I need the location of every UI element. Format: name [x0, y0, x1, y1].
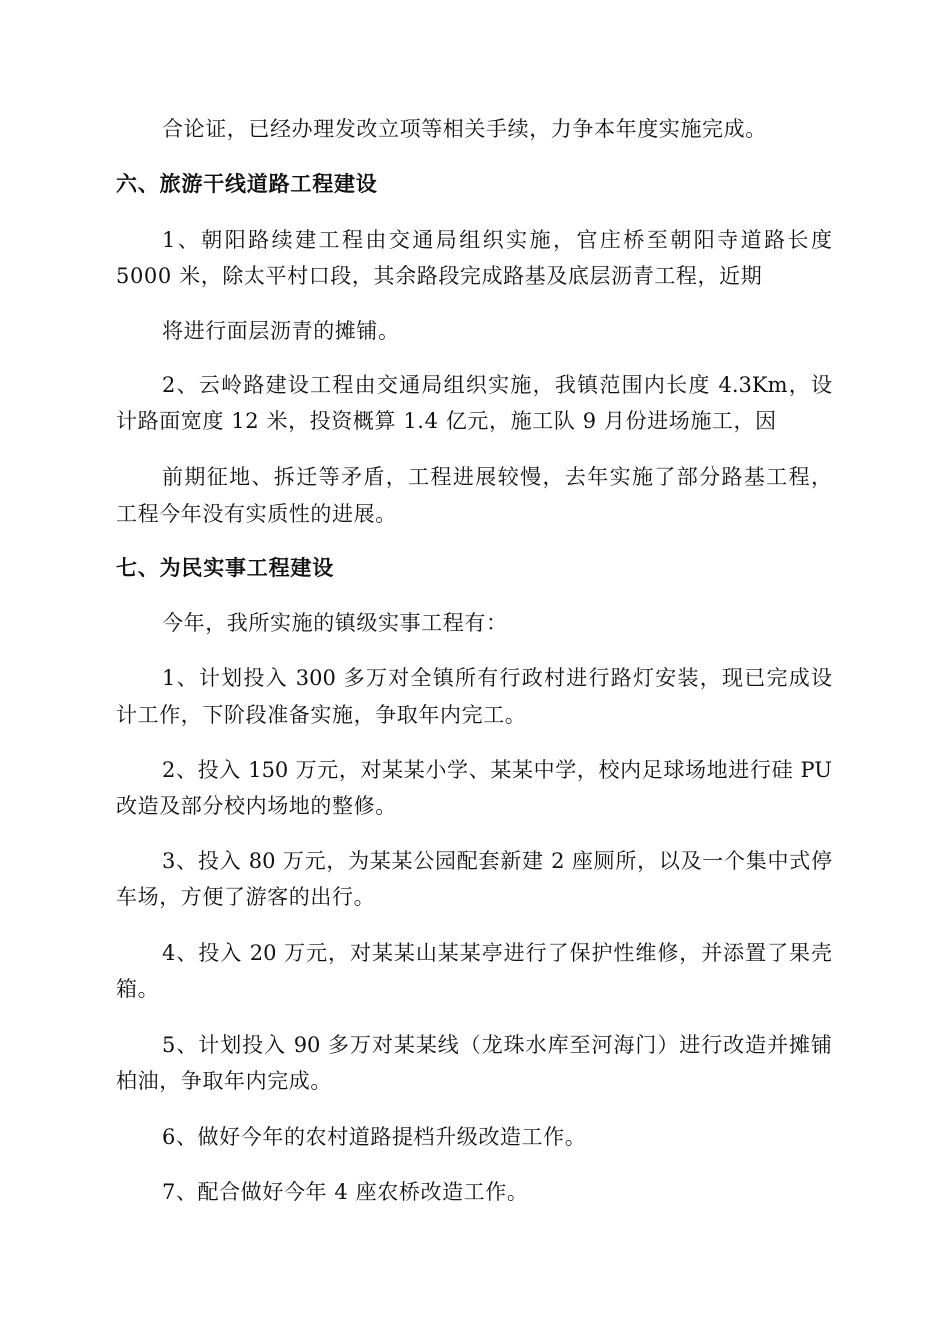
paragraph-line: 将进行面层沥青的摊铺。	[162, 319, 400, 343]
paragraph-line: 柏油，争取年内完成。	[116, 1069, 332, 1093]
paragraph-line: 工程今年没有实质性的进展。	[116, 502, 397, 526]
paragraph-line: 车场，方便了游客的出行。	[116, 885, 376, 909]
paragraph-line: 箱。	[116, 977, 160, 1001]
paragraph-line: 合论证，已经办理发改立项等相关手续，力争本年度实施完成。	[162, 117, 767, 141]
paragraph-line: 2、云岭路建设工程由交通局组织实施，我镇范围内长度 4.3Km，设	[162, 373, 832, 397]
section-heading-6: 六、旅游干线道路工程建设	[116, 171, 378, 196]
paragraph-line: 3、投入 80 万元，为某某公园配套新建 2 座厕所，以及一个集中式停	[162, 849, 832, 873]
paragraph-line: 5、计划投入 90 多万对某某线（龙珠水库至河海门）进行改造并摊铺	[162, 1033, 832, 1057]
paragraph-line: 改造及部分校内场地的整修。	[116, 794, 397, 818]
paragraph-line: 前期征地、拆迁等矛盾，工程进展较慢，去年实施了部分路基工程，	[162, 465, 832, 489]
paragraph-line: 1、计划投入 300 多万对全镇所有行政村进行路灯安装，现已完成设	[162, 666, 832, 690]
paragraph-line: 7、配合做好今年 4 座农桥改造工作。	[162, 1180, 529, 1204]
paragraph-line: 2、投入 150 万元，对某某小学、某某中学，校内足球场地进行硅 PU	[162, 758, 832, 782]
paragraph-line: 6、做好今年的农村道路提档升级改造工作。	[162, 1125, 587, 1149]
paragraph-line: 5000 米，除太平村口段，其余路段完成路基及底层沥青工程，近期	[116, 264, 763, 288]
paragraph-line: 计工作，下阶段准备实施，争取年内完工。	[116, 703, 527, 727]
paragraph-line: 1、朝阳路续建工程由交通局组织实施，官庄桥至朝阳寺道路长度	[162, 228, 832, 252]
paragraph-line: 今年，我所实施的镇级实事工程有：	[162, 611, 508, 635]
section-heading-7: 七、为民实事工程建设	[116, 555, 334, 580]
paragraph-line: 计路面宽度 12 米，投资概算 1.4 亿元，施工队 9 月份进场施工，因	[116, 409, 777, 433]
paragraph-line: 4、投入 20 万元，对某某山某某亭进行了保护性维修，并添置了果壳	[162, 941, 832, 965]
